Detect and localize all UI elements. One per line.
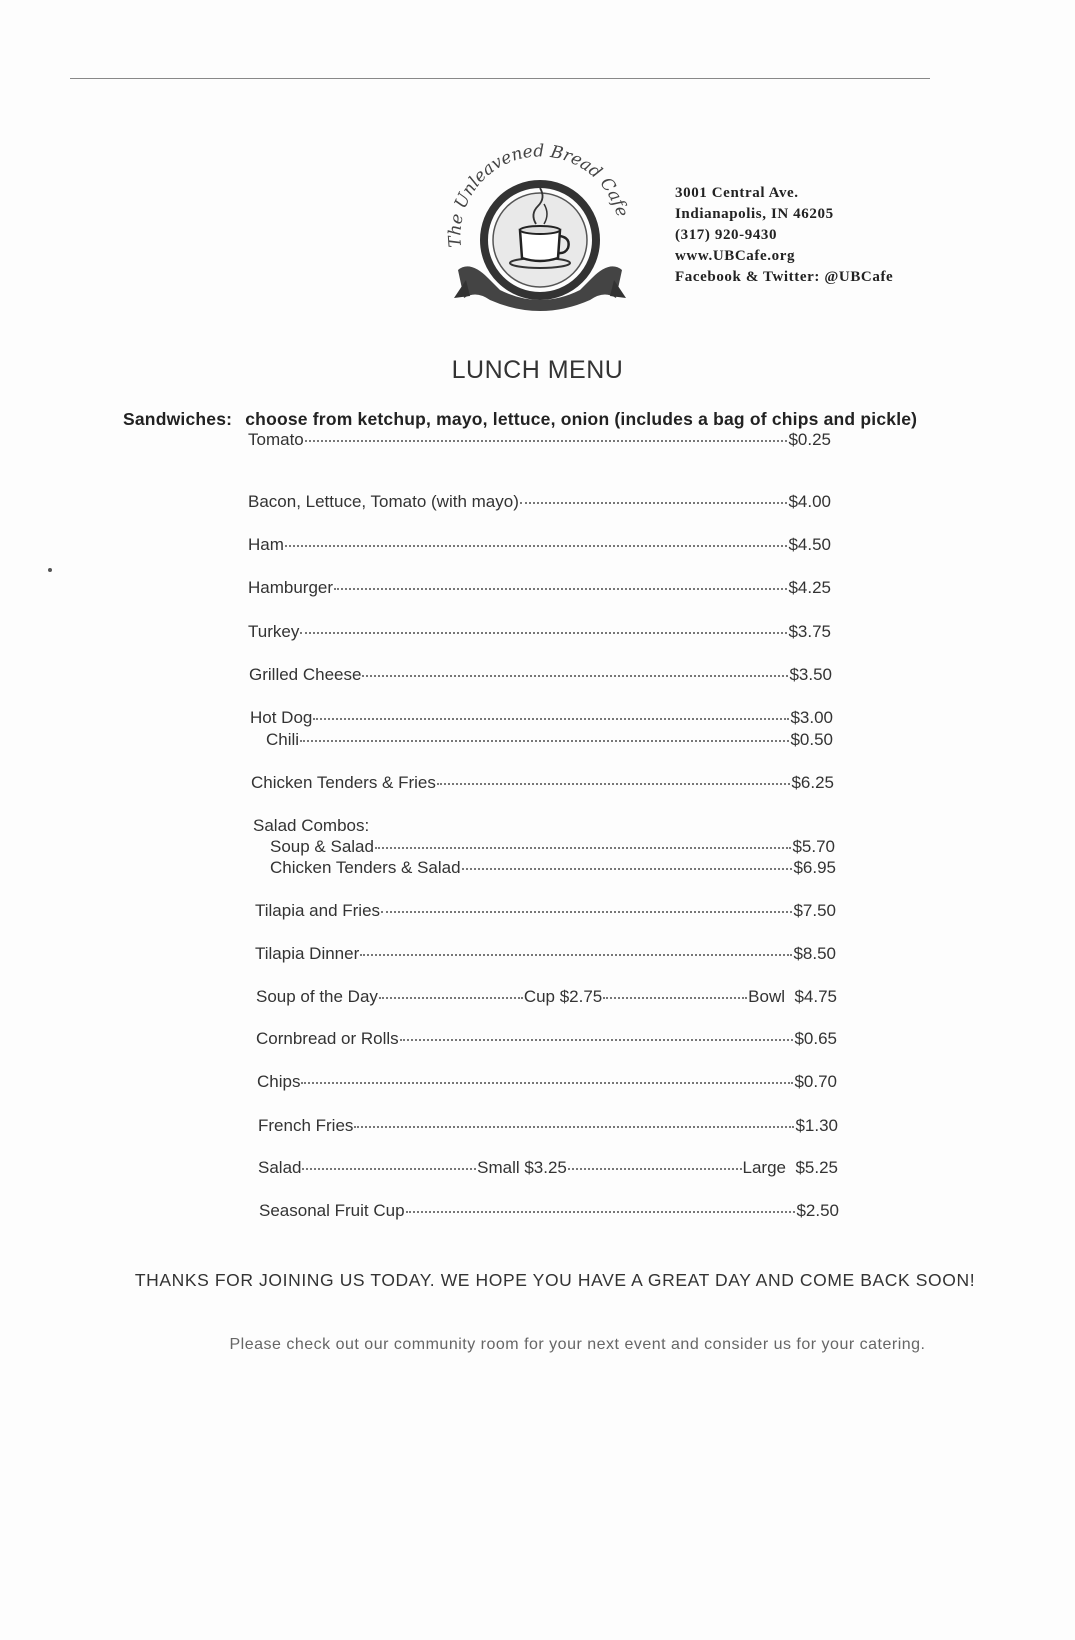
top-divider [70,78,930,79]
item-price: $6.95 [793,858,836,877]
salad-combos-heading: Salad Combos: [253,816,370,835]
menu-item-chips [257,1072,837,1092]
address-city: Indianapolis, IN 46205 [675,206,834,222]
item-price: $3.00 [790,708,833,727]
menu-item-tomato [248,430,831,450]
menu-item-fruit-cup [259,1201,839,1221]
item-price: $4.25 [788,578,831,597]
item-price: $4.75 [794,987,838,1006]
item-name: Chicken Tenders & Fries [251,773,436,792]
menu-item-blt [248,492,831,512]
menu-item-chicken-tenders-salad [270,858,836,878]
item-price: $4.50 [788,535,831,554]
item-name: Soup of the Day [256,987,378,1006]
menu-item-turkey [248,622,831,642]
contact-address [675,183,893,288]
address-social: Facebook & Twitter: @UBCafe [675,269,894,285]
address-website: www.UBCafe.org [675,248,796,264]
menu-title: LUNCH MENU [451,356,624,384]
stray-mark [48,568,52,572]
item-name: Ham [248,535,284,554]
item-name: Bacon, Lettuce, Tomato (with mayo) [248,492,519,511]
item-name: Hamburger [248,578,334,597]
menu-item-tilapia-dinner [255,944,836,964]
menu-item-chili [266,730,833,750]
menu-item-cornbread-rolls [256,1029,837,1049]
item-name: Salad [258,1158,302,1177]
item-price: $0.50 [790,730,833,749]
item-name: Chips [257,1072,301,1091]
item-price: $3.50 [789,665,832,684]
item-name: Tomato [248,430,304,449]
menu-item-ham [248,535,831,555]
menu-item-soup-of-the-day [256,987,837,1007]
item-name: Turkey [248,622,300,641]
menu-item-hamburger [248,578,831,598]
logo-text: The Unleavened Bread Cafe [445,141,633,249]
cafe-logo [440,140,640,320]
item-price: $2.50 [796,1201,839,1220]
item-name: Seasonal Fruit Cup [259,1201,405,1220]
item-price: $3.75 [788,622,831,641]
item-option-label: Bowl [748,987,786,1006]
item-name: Soup & Salad [270,837,374,856]
item-name: Hot Dog [250,708,313,727]
item-price: $0.25 [788,430,831,449]
sandwiches-label: Sandwiches: [123,409,233,429]
item-price: $4.00 [788,492,831,511]
item-price: $0.70 [794,1072,837,1091]
item-name: Tilapia Dinner [255,944,360,963]
sandwiches-description: choose from ketchup, mayo, lettuce, onion (includes a bag of chips and pickle) [245,409,918,429]
item-option-label: Large [742,1158,786,1177]
item-name: French Fries [258,1116,354,1135]
address-phone: (317) 920-9430 [675,227,778,243]
thank-you-message: THANKS FOR JOINING US TODAY. WE HOPE YOU HAVE A GREAT DAY AND COME BACK SOON! [134,1270,976,1290]
community-room-note: Please check out our community room for your next event and consider us for your catering. [229,1336,926,1353]
item-price: $1.30 [795,1116,838,1135]
item-cup-price: Cup $2.75 [523,987,603,1006]
menu-item-chicken-tenders-fries [251,773,834,793]
item-price: $0.65 [794,1029,837,1048]
item-price: $5.70 [792,837,835,856]
item-name: Chili [266,730,300,749]
item-name: Grilled Cheese [249,665,362,684]
item-name: Chicken Tenders & Salad [270,858,461,877]
menu-item-grilled-cheese [249,665,832,685]
menu-item-salad [258,1158,838,1178]
menu-item-tilapia-fries [255,901,836,921]
item-name: Tilapia and Fries [255,901,381,920]
item-small-price: Small $3.25 [477,1158,567,1177]
menu-item-hot-dog [250,708,833,728]
item-price: $5.25 [795,1158,838,1177]
item-price: $6.25 [791,773,834,792]
sandwiches-header [123,409,917,430]
item-price: $7.50 [793,901,836,920]
menu-item-soup-salad [270,837,835,857]
item-price: $8.50 [793,944,836,963]
menu-item-french-fries [258,1116,838,1136]
address-street: 3001 Central Ave. [675,185,799,201]
item-name: Cornbread or Rolls [256,1029,399,1048]
